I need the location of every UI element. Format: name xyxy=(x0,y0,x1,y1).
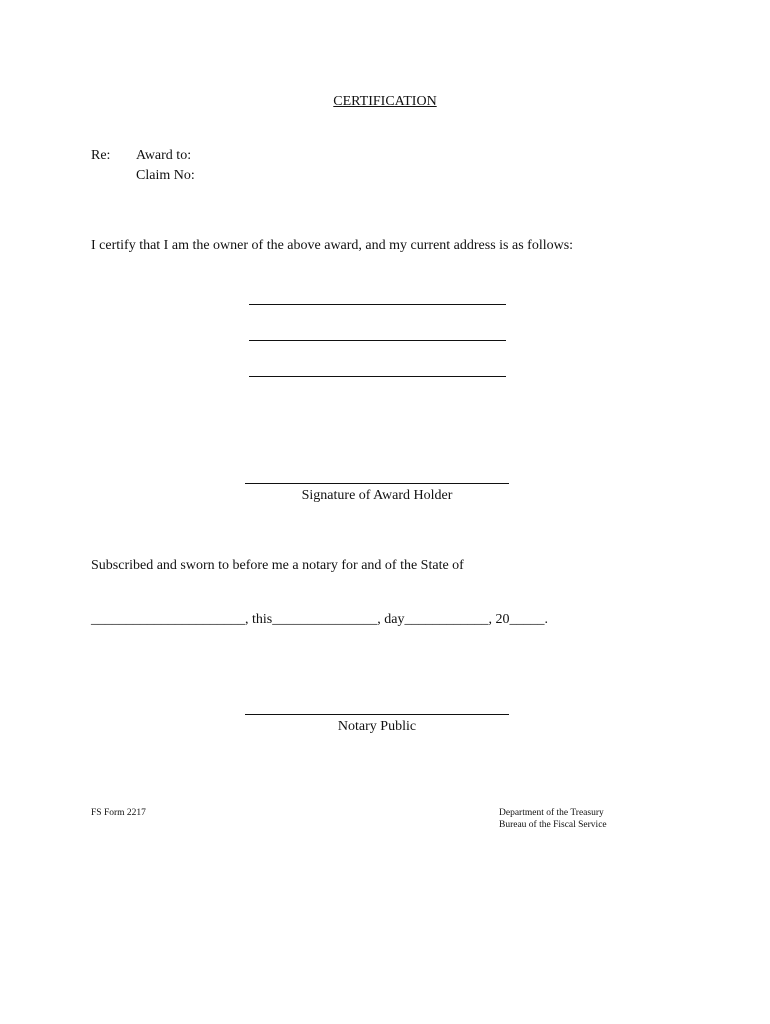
agency-line-2: Bureau of the Fiscal Service xyxy=(499,820,607,830)
agency-line-1: Department of the Treasury xyxy=(499,808,604,818)
award-holder-signature-label: Signature of Award Holder xyxy=(301,488,453,503)
address-line-2[interactable] xyxy=(249,340,506,341)
address-line-1[interactable] xyxy=(249,304,506,305)
claim-no-label: Claim No: xyxy=(136,168,195,183)
address-line-3[interactable] xyxy=(249,376,506,377)
re-label: Re: xyxy=(91,148,111,163)
certify-statement: I certify that I am the owner of the above award, and my current address is as follows: xyxy=(91,238,574,253)
notary-date-line[interactable]: ______________________, this_______________, day____________, 20_____. xyxy=(91,612,548,627)
form-number: FS Form 2217 xyxy=(91,808,146,818)
notary-public-label: Notary Public xyxy=(337,719,417,734)
page-title: CERTIFICATION xyxy=(333,94,437,109)
subscribed-statement: Subscribed and sworn to before me a notary for and of the State of xyxy=(91,558,464,573)
award-holder-signature-line[interactable] xyxy=(245,483,509,484)
notary-signature-line[interactable] xyxy=(245,714,509,715)
award-to-label: Award to: xyxy=(136,148,192,163)
